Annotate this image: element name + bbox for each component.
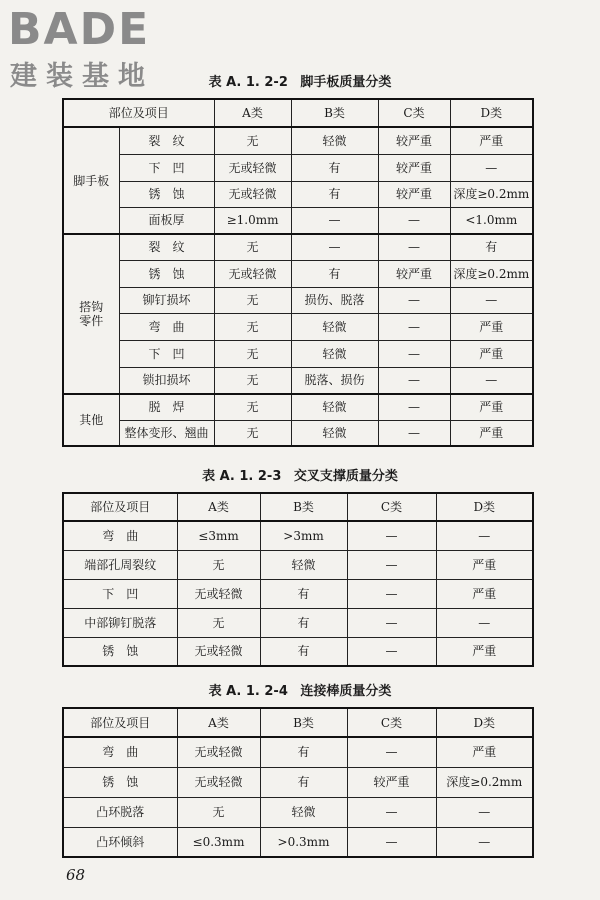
- table-row: [63, 737, 533, 767]
- table-cell: 锈 蚀: [63, 637, 177, 666]
- table-cell: —: [291, 234, 378, 260]
- table-cell: —: [378, 420, 450, 446]
- table-row: [63, 154, 533, 181]
- table-cell: 有: [450, 234, 533, 260]
- table-cell: —: [347, 608, 436, 637]
- table-cell: 无: [177, 797, 260, 827]
- table1-number: 表 A. 1. 2-2: [208, 75, 288, 90]
- table-row: [63, 521, 533, 550]
- group-label-cell: [63, 234, 119, 394]
- table-cell: 有: [260, 767, 347, 797]
- table-row: [63, 313, 533, 340]
- header-cell: D类: [436, 708, 533, 737]
- table-cell: 无: [214, 127, 291, 154]
- table-cell: 锈 蚀: [119, 260, 214, 287]
- table-cell: 严重: [450, 340, 533, 367]
- table-cell: 严重: [450, 420, 533, 446]
- header-cell: D类: [450, 99, 533, 127]
- table-cell: 无: [214, 287, 291, 313]
- table-row: [63, 340, 533, 367]
- table-cell: —: [436, 827, 533, 857]
- table1-caption: [0, 74, 600, 92]
- table-cell: 深度≥0.2mm: [450, 181, 533, 207]
- header-cell: A类: [177, 493, 260, 521]
- table-row: [63, 260, 533, 287]
- table-header-row: [63, 99, 533, 127]
- logo-chinese: 建装基地: [10, 61, 154, 92]
- logo-wordmark: BADE: [8, 4, 151, 55]
- header-cell: C类: [347, 493, 436, 521]
- table-cell: 严重: [450, 313, 533, 340]
- header-cell: 部位及项目: [63, 493, 177, 521]
- table-cell: 无或轻微: [177, 579, 260, 608]
- table-cell: 严重: [436, 550, 533, 579]
- table-cell: 较严重: [378, 127, 450, 154]
- table-cell: —: [436, 608, 533, 637]
- group-label: 其他: [79, 413, 104, 427]
- table-cell: —: [347, 827, 436, 857]
- group-label-cell: [63, 394, 119, 446]
- table-cell: 凸环倾斜: [63, 827, 177, 857]
- table-cell: 有: [291, 181, 378, 207]
- table-cell: 锈 蚀: [119, 181, 214, 207]
- table-row: [63, 797, 533, 827]
- header-cell: A类: [214, 99, 291, 127]
- table-row: [63, 234, 533, 260]
- table-cell: —: [347, 521, 436, 550]
- table-cell: 无或轻微: [214, 181, 291, 207]
- table-row: [63, 420, 533, 446]
- table-cell: 轻微: [291, 340, 378, 367]
- table-cell: 无: [214, 340, 291, 367]
- table-cell: >0.3mm: [260, 827, 347, 857]
- header-cell: B类: [260, 708, 347, 737]
- table-cell: ≤0.3mm: [177, 827, 260, 857]
- table-row: [63, 579, 533, 608]
- header-cell: 部位及项目: [63, 708, 177, 737]
- table-cell: 下 凹: [119, 154, 214, 181]
- table-cell: 整体变形、翘曲: [119, 420, 214, 446]
- table-cell: 下 凹: [119, 340, 214, 367]
- table-cell: —: [347, 637, 436, 666]
- table-cell: 锈 蚀: [63, 767, 177, 797]
- table-cell: 有: [291, 154, 378, 181]
- table-cell: 严重: [450, 127, 533, 154]
- table-cell: 铆钉损坏: [119, 287, 214, 313]
- table-cell: 弯 曲: [63, 737, 177, 767]
- table-row: [63, 767, 533, 797]
- header-cell: B类: [260, 493, 347, 521]
- table-cell: —: [378, 340, 450, 367]
- table-cell: 较严重: [378, 260, 450, 287]
- table-cell: 轻微: [291, 313, 378, 340]
- table-row: [63, 287, 533, 313]
- table-cell: 无: [214, 367, 291, 394]
- group-label-cell: [63, 127, 119, 234]
- table-cell: 轻微: [291, 127, 378, 154]
- table3-title: 连接棒质量分类: [300, 684, 392, 699]
- table-cell: 下 凹: [63, 579, 177, 608]
- table-cell: —: [347, 550, 436, 579]
- table-cell: —: [378, 234, 450, 260]
- table-cell: 无或轻微: [177, 767, 260, 797]
- table-cell: 脱落、损伤: [291, 367, 378, 394]
- table-row: [63, 637, 533, 666]
- table-row: [63, 127, 533, 154]
- table-cell: 无或轻微: [177, 637, 260, 666]
- group-label: 脚手板: [73, 173, 110, 188]
- table2: [62, 492, 534, 667]
- table1-title: 脚手板质量分类: [300, 75, 392, 90]
- table-cell: 面板厚: [119, 207, 214, 234]
- table-row: [63, 394, 533, 420]
- table-cell: —: [378, 394, 450, 420]
- header-cell: C类: [378, 99, 450, 127]
- table-cell: 凸环脱落: [63, 797, 177, 827]
- table-cell: 脱 焊: [119, 394, 214, 420]
- table-cell: —: [378, 207, 450, 234]
- table-row: [63, 367, 533, 394]
- table-cell: 无: [214, 234, 291, 260]
- table-cell: 无或轻微: [177, 737, 260, 767]
- table-cell: 锁扣损坏: [119, 367, 214, 394]
- table-cell: 无: [177, 608, 260, 637]
- table3-caption: [0, 683, 600, 701]
- table-cell: —: [378, 367, 450, 394]
- table-cell: <1.0mm: [450, 207, 533, 234]
- table-cell: 较严重: [378, 181, 450, 207]
- table1: [62, 98, 534, 447]
- table3: [62, 707, 534, 858]
- table-cell: 轻微: [260, 550, 347, 579]
- table-cell: —: [378, 287, 450, 313]
- table-cell: 严重: [436, 737, 533, 767]
- header-cell: A类: [177, 708, 260, 737]
- table-cell: 无或轻微: [214, 154, 291, 181]
- table-cell: —: [347, 579, 436, 608]
- table-cell: —: [347, 797, 436, 827]
- header-cell: 部位及项目: [63, 99, 214, 127]
- table-cell: 较严重: [347, 767, 436, 797]
- table-cell: 裂 纹: [119, 234, 214, 260]
- table3-number: 表 A. 1. 2-4: [208, 684, 288, 699]
- table2-number: 表 A. 1. 2-3: [202, 469, 282, 484]
- group-label: 搭钩 零件: [79, 300, 104, 328]
- table-cell: —: [436, 797, 533, 827]
- table-cell: 严重: [436, 637, 533, 666]
- table-cell: 无或轻微: [214, 260, 291, 287]
- table-cell: 深度≥0.2mm: [450, 260, 533, 287]
- table-cell: —: [450, 287, 533, 313]
- table-cell: —: [450, 367, 533, 394]
- table2-caption: [0, 468, 600, 486]
- table-cell: 中部铆钉脱落: [63, 608, 177, 637]
- table-cell: 有: [260, 608, 347, 637]
- table-cell: 轻微: [260, 797, 347, 827]
- table-cell: 轻微: [291, 420, 378, 446]
- table-cell: —: [378, 313, 450, 340]
- table-cell: ≥1.0mm: [214, 207, 291, 234]
- table-cell: 无: [177, 550, 260, 579]
- table-row: [63, 550, 533, 579]
- table-cell: 裂 纹: [119, 127, 214, 154]
- table-cell: —: [291, 207, 378, 234]
- table-cell: 无: [214, 420, 291, 446]
- table-cell: 无: [214, 313, 291, 340]
- table-cell: 严重: [450, 394, 533, 420]
- table-row: [63, 181, 533, 207]
- table-cell: 损伤、脱落: [291, 287, 378, 313]
- table-cell: 有: [291, 260, 378, 287]
- header-cell: C类: [347, 708, 436, 737]
- page-number: 68: [66, 866, 86, 884]
- table-cell: 端部孔周裂纹: [63, 550, 177, 579]
- table-row: [63, 827, 533, 857]
- table-row: [63, 207, 533, 234]
- table-cell: 无: [214, 394, 291, 420]
- table-cell: 有: [260, 579, 347, 608]
- table-cell: 深度≥0.2mm: [436, 767, 533, 797]
- table-cell: 较严重: [378, 154, 450, 181]
- header-cell: D类: [436, 493, 533, 521]
- table-cell: 轻微: [291, 394, 378, 420]
- table-cell: 有: [260, 737, 347, 767]
- table-cell: 有: [260, 637, 347, 666]
- table-cell: 弯 曲: [119, 313, 214, 340]
- table2-title: 交叉支撑质量分类: [293, 469, 398, 484]
- header-cell: B类: [291, 99, 378, 127]
- table-header-row: [63, 708, 533, 737]
- table-header-row: [63, 493, 533, 521]
- table-cell: >3mm: [260, 521, 347, 550]
- table-cell: 弯 曲: [63, 521, 177, 550]
- table-cell: ≤3mm: [177, 521, 260, 550]
- table-cell: —: [436, 521, 533, 550]
- table-cell: —: [450, 154, 533, 181]
- table-row: [63, 608, 533, 637]
- table-cell: 严重: [436, 579, 533, 608]
- table-cell: —: [347, 737, 436, 767]
